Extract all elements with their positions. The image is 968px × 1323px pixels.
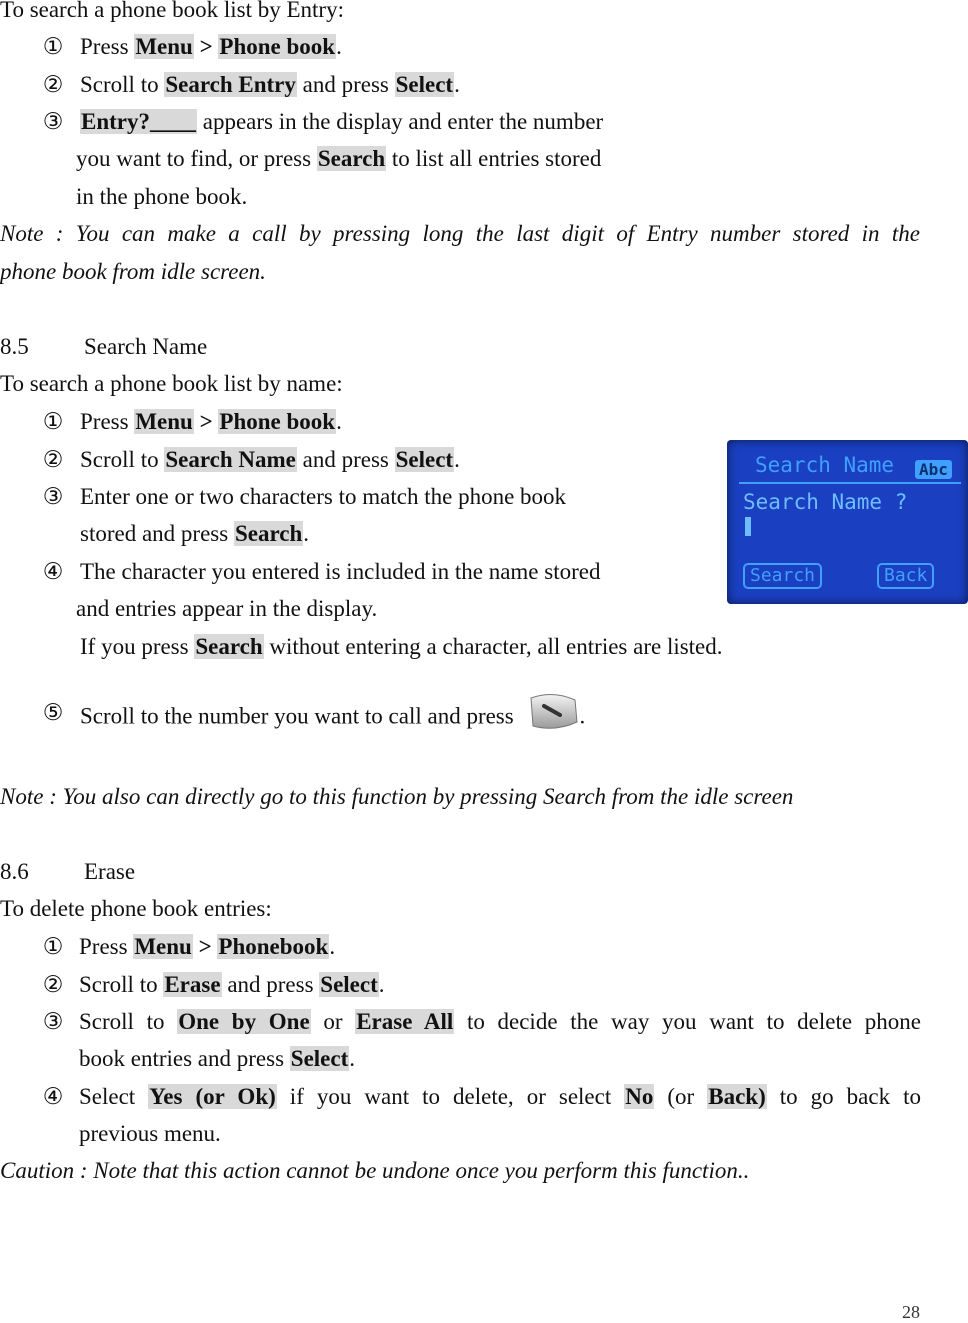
intro-name: To search a phone book list by name:	[0, 371, 343, 396]
keyword-no: No	[625, 1084, 654, 1109]
erase-step-3-line2: book entries and press Select.	[79, 1046, 356, 1071]
step-number: ③	[42, 1009, 64, 1034]
keyword-phonebook: Phonebook	[218, 934, 329, 959]
phone-screen-image	[727, 440, 968, 604]
step-number: ③	[42, 109, 64, 134]
step-number: ⑤	[42, 700, 64, 725]
softkey-search: Search	[743, 563, 822, 589]
entry-step-3-line2: you want to find, or press Search to list all entries stored	[76, 146, 602, 171]
page-number: 28	[902, 1302, 920, 1322]
softkey-back: Back	[877, 563, 934, 589]
caution-note: Caution : Note that this action cannot be undone once you perform this function..	[0, 1158, 750, 1183]
note-entry-line2: phone book from idle screen.	[0, 259, 266, 284]
step-number: ③	[42, 484, 64, 509]
keyword-erase: Erase	[164, 972, 221, 997]
keyword-entry-prompt: Entry?____	[81, 109, 196, 134]
keyword-yes-ok: Yes (or Ok)	[149, 1084, 276, 1109]
keyword-phone-book: Phone book	[219, 34, 336, 59]
note-entry-line1: Note : You can make a call by pressing long the last digit of Entry number stored in the	[0, 221, 920, 246]
name-step-4-line2: and entries appear in the display.	[76, 596, 378, 621]
keyword-menu: Menu	[134, 934, 192, 959]
keyword-back: Back)	[708, 1084, 766, 1109]
screen-title: Search Name	[755, 453, 895, 477]
step-number: ②	[42, 72, 64, 97]
section-number: 8.5	[0, 334, 29, 359]
name-step-4-line3: If you press Search without entering a character, all entries are listed.	[80, 634, 723, 659]
input-mode-badge: Abc	[915, 460, 952, 479]
keyword-erase-all: Erase All	[356, 1009, 454, 1034]
keyword-search-entry: Search Entry	[165, 72, 296, 97]
keyword-phone-book: Phone book	[219, 409, 336, 434]
screen-prompt: Search Name ?	[743, 490, 908, 514]
keyword-select: Select	[395, 72, 454, 97]
step-number: ②	[42, 972, 64, 997]
section-title: Search Name	[84, 334, 208, 359]
send-key-icon	[527, 692, 579, 732]
step-number: ④	[42, 559, 64, 584]
step-number: ①	[42, 34, 64, 59]
keyword-search: Search	[234, 521, 303, 546]
screen-divider	[739, 482, 961, 484]
section-number: 8.6	[0, 859, 29, 884]
keyword-select: Select	[395, 447, 454, 472]
section-title: Erase	[84, 859, 136, 884]
erase-step-4-line2: previous menu.	[79, 1121, 221, 1146]
note-search-name: Note : You also can directly go to this function by pressing Search from the idle screen	[0, 784, 794, 809]
step-number: ①	[42, 934, 64, 959]
keyword-search: Search	[317, 146, 386, 171]
keyword-select: Select	[290, 1046, 349, 1071]
name-step-3-line2: stored and press Search.	[80, 521, 309, 546]
step-number: ④	[42, 1084, 64, 1109]
text-cursor	[745, 517, 751, 536]
step-number: ①	[42, 409, 64, 434]
intro-entry: To search a phone book list by Entry:	[0, 0, 344, 22]
keyword-one-by-one: One by One	[178, 1009, 310, 1034]
keyword-search: Search	[195, 634, 263, 659]
keyword-menu: Menu	[135, 34, 193, 59]
step-number: ②	[42, 447, 64, 472]
entry-step-3-line3: in the phone book.	[76, 184, 248, 209]
keyword-menu: Menu	[135, 409, 193, 434]
keyword-search-name: Search Name	[165, 447, 296, 472]
keyword-select: Select	[320, 972, 378, 997]
intro-erase: To delete phone book entries:	[0, 896, 272, 921]
